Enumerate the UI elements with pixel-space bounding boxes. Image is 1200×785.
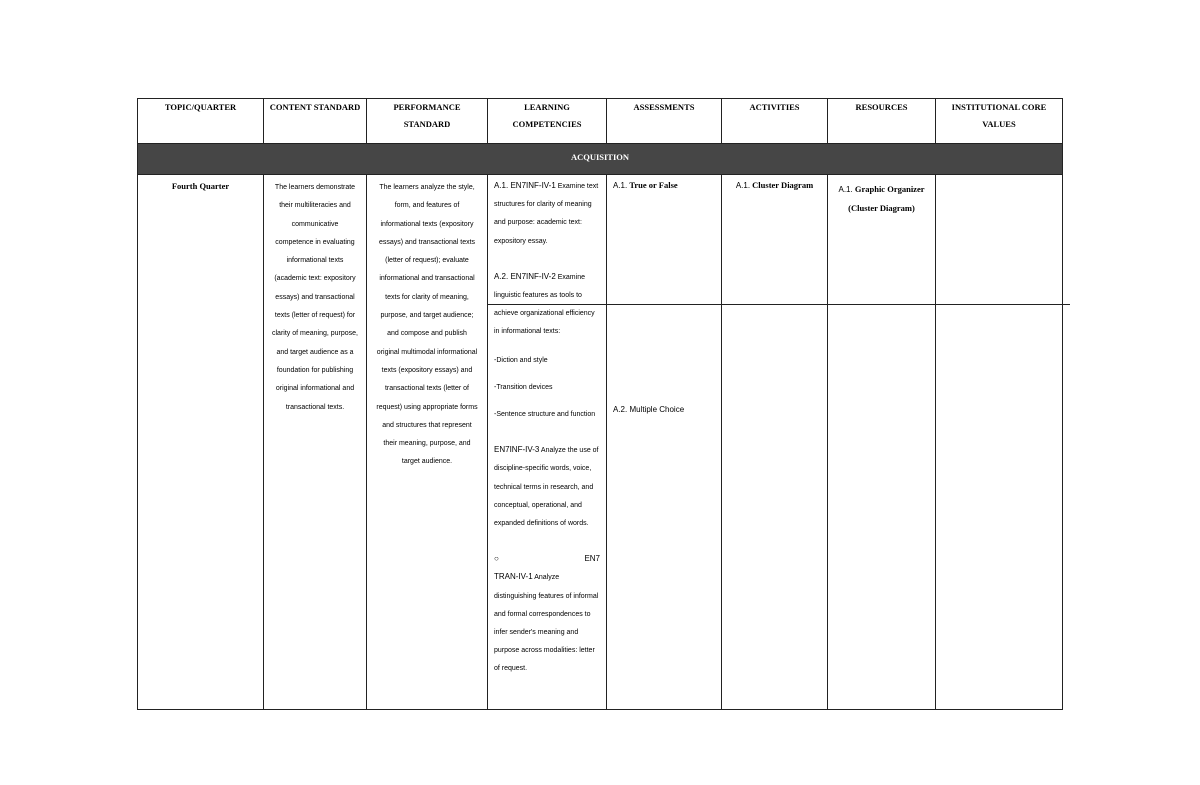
content-standard-cell xyxy=(264,175,367,710)
content-standard-text: The learners demonstrate their multiliteracies and communicative competence in evaluating informational texts (academic text: expository essays) and transactional texts (letter of request) for clarity of meaning, purpose, and target audience as a foundation for publishing original informational and transactional texts. xyxy=(272,184,358,411)
resource-a1-label: A.1. xyxy=(838,185,853,194)
resources-cell xyxy=(828,175,936,710)
topic-cell xyxy=(138,175,264,710)
competency-a4-bullet-row xyxy=(494,550,600,568)
competency-a3-code: EN7INF-IV-3 xyxy=(494,445,540,455)
assessment-a1-label: A.1. xyxy=(613,181,628,190)
competency-item-diction: -Diction and style xyxy=(494,356,548,364)
competency-a4 xyxy=(494,568,600,678)
resource-a1 xyxy=(828,175,935,217)
header-performance-standard-text: PERFORMANCE STANDARD xyxy=(393,102,461,129)
header-learning-competencies-text: LEARNING COMPETENCIES xyxy=(512,102,582,129)
header-activities: ACTIVITIES xyxy=(722,99,828,144)
competency-a4-code-right: EN7 xyxy=(584,554,600,564)
activity-a1-value: Cluster Diagram xyxy=(752,180,814,190)
activity-a1-label: A.1. xyxy=(735,181,751,190)
performance-standard-cell xyxy=(367,175,488,710)
competency-a3-text: Analyze the use of discipline-specific words, voice, technical terms in research, and conceptual, operational, and expanded definitions of words. xyxy=(494,447,599,528)
activity-a1 xyxy=(722,175,827,190)
assessment-a1 xyxy=(607,175,721,190)
header-performance-standard xyxy=(367,99,488,144)
header-row xyxy=(138,99,1063,144)
activities-cell xyxy=(722,175,828,710)
assessment-a1-value: True or False xyxy=(629,180,678,190)
assessments-cell xyxy=(607,175,722,710)
topic-text: Fourth Quarter xyxy=(171,181,230,191)
competency-item-sentence: -Sentence structure and function xyxy=(494,411,596,419)
competency-a4-code: TRAN-IV-1 xyxy=(494,572,533,582)
header-institutional-core-values xyxy=(936,99,1063,144)
competencies-list xyxy=(488,175,606,679)
header-assessments: ASSESSMENTS xyxy=(607,99,722,144)
competency-a2-text: Examine linguistic features as tools to achieve organizational efficiency in informational texts: xyxy=(494,273,595,336)
content-row xyxy=(138,175,1063,710)
performance-standard-text: The learners analyze the style, form, and features of informational texts (expository essays) and transactional texts (letter of request); evaluate informational and transactional texts for clarity of meaning, purpose, and target audience; and compose and publish original multimodal informational texts (expository essays) and transactional texts (letter of request) using appropriate forms and structures that represent their meaning, purpose, and target audience. xyxy=(376,184,478,466)
competency-a1-text: Examine text structures for clarity of meaning and purpose: academic text: expository essay. xyxy=(494,183,599,245)
competency-item-transition: -Transition devices xyxy=(494,383,553,391)
resource-a1-value: Graphic Organizer (Cluster Diagram) xyxy=(848,184,925,213)
row-divider-line xyxy=(487,304,1070,305)
assessment-a2: A.2. Multiple Choice xyxy=(613,405,685,414)
competency-a1-code: A.1. EN7INF-IV-1 xyxy=(494,181,556,190)
competency-a2-code: A.2. EN7INF-IV-2 xyxy=(494,271,556,281)
acquisition-band-row xyxy=(138,144,1063,175)
header-topic-quarter: TOPIC/QUARTER xyxy=(138,99,264,144)
core-values-cell xyxy=(936,175,1063,710)
learning-competencies-cell xyxy=(488,175,607,710)
acquisition-band: ACQUISITION xyxy=(138,144,1063,175)
curriculum-map-table xyxy=(137,98,1063,710)
header-learning-competencies xyxy=(488,99,607,144)
header-content-standard: CONTENT STANDARD xyxy=(264,99,367,144)
competency-a1 xyxy=(494,177,600,251)
competency-a4-text: Analyze distinguishing features of informal and formal correspondences to infer sender's meaning and purpose across modalities: letter of request. xyxy=(494,574,599,673)
competency-a3 xyxy=(494,441,600,533)
bullet-icon: ○ xyxy=(494,554,499,564)
header-core-values-text: INSTITUTIONAL CORE VALUES xyxy=(951,102,1047,129)
header-resources: RESOURCES xyxy=(828,99,936,144)
